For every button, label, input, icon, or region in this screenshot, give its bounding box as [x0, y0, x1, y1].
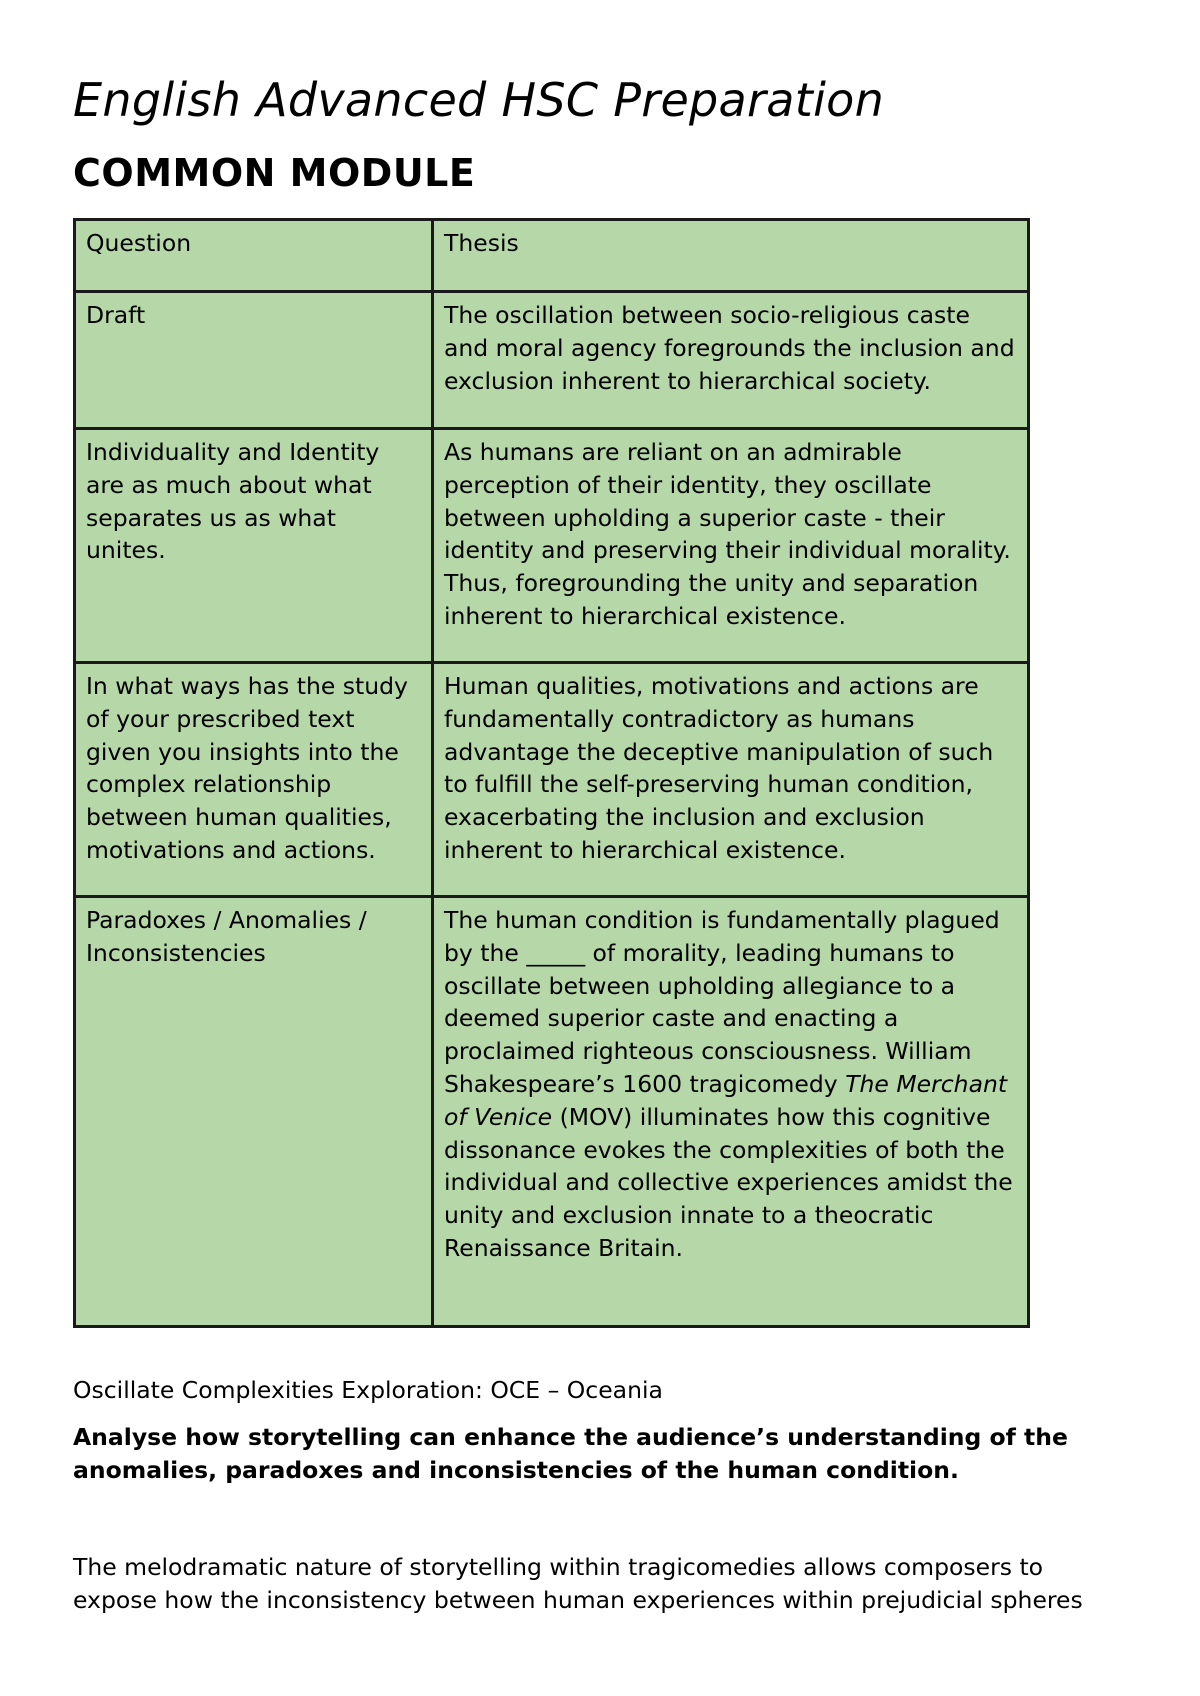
header-question [75, 220, 433, 292]
question-cell [75, 429, 433, 663]
introduction-paragraph [73, 1551, 1133, 1617]
question-cell [75, 663, 433, 897]
question-text: In what ways has the study of your prescribed text given you insights into the complex relationship between human qualities, motivations and actions. [86, 672, 408, 864]
thesis-text: As humans are reliant on an admirable perception of their identity, they oscillate between upholding a superior caste - their identity and preserving their individual morality. Thus, foregrounding the unity and separation inherent to hierarchical existence. [444, 438, 1011, 630]
thesis-cell [433, 429, 1029, 663]
table-row [75, 897, 1029, 1327]
module-heading: COMMON MODULE [73, 151, 476, 195]
thesis-table [73, 218, 1030, 1328]
table-row [75, 663, 1029, 897]
thesis-text [444, 906, 1013, 1262]
table-row [75, 429, 1029, 663]
header-thesis-label: Thesis [444, 229, 519, 257]
question-cell [75, 292, 433, 429]
essay-question: Analyse how storytelling can enhance the audience’s understanding of the anomalies, paradoxes and inconsistencies of the human condition. [73, 1422, 1068, 1484]
header-thesis [433, 220, 1029, 292]
table-row [75, 292, 1029, 429]
essay-section [73, 1374, 1133, 1617]
thesis-text-part: (MOV) illuminates how this cognitive dissonance evokes the complexities of both the individual and collective experiences amidst the unity and exclusion innate to a theocratic Renaissance Britain. [444, 1102, 1013, 1262]
thesis-text: The oscillation between socio-religious caste and moral agency foregrounds the inclusion and exclusion inherent to hierarchical society. [444, 301, 1015, 395]
table-header-row [75, 220, 1029, 292]
thesis-cell [433, 897, 1029, 1327]
question-cell [75, 897, 433, 1327]
question-text: Paradoxes / Anomalies / Inconsistencies [86, 906, 367, 967]
thesis-cell [433, 292, 1029, 429]
document-title: English Advanced HSC Preparation [73, 73, 885, 127]
header-question-label: Question [86, 229, 192, 257]
intro-line: expose how the inconsistency between human experiences within prejudicial spheres [73, 1586, 1083, 1615]
thesis-cell [433, 663, 1029, 897]
play-title: The Merchant of Venice [444, 1069, 1008, 1131]
question-text: Individuality and Identity are as much about what separates us as what unites. [86, 438, 380, 565]
thesis-text: Human qualities, motivations and actions are fundamentally contradictory as humans advantage the deceptive manipulation of such to fulfill the self-preserving human condition, exacerbating the inclusion and exclusion inherent to hierarchical existence. [444, 672, 994, 864]
exploration-line: Oscillate Complexities Exploration: OCE – Oceania [73, 1376, 663, 1404]
question-text: Draft [86, 301, 146, 329]
intro-line: The melodramatic nature of storytelling within tragicomedies allows composers to [73, 1553, 1044, 1582]
thesis-text-part: The human condition is fundamentally plagued by the _____ of morality, leading humans to oscillate between upholding allegiance to a deemed superior caste and enacting a proclaimed righteous consciousness. William Shakespeare’s 1600 tragicomedy [444, 906, 1000, 1098]
